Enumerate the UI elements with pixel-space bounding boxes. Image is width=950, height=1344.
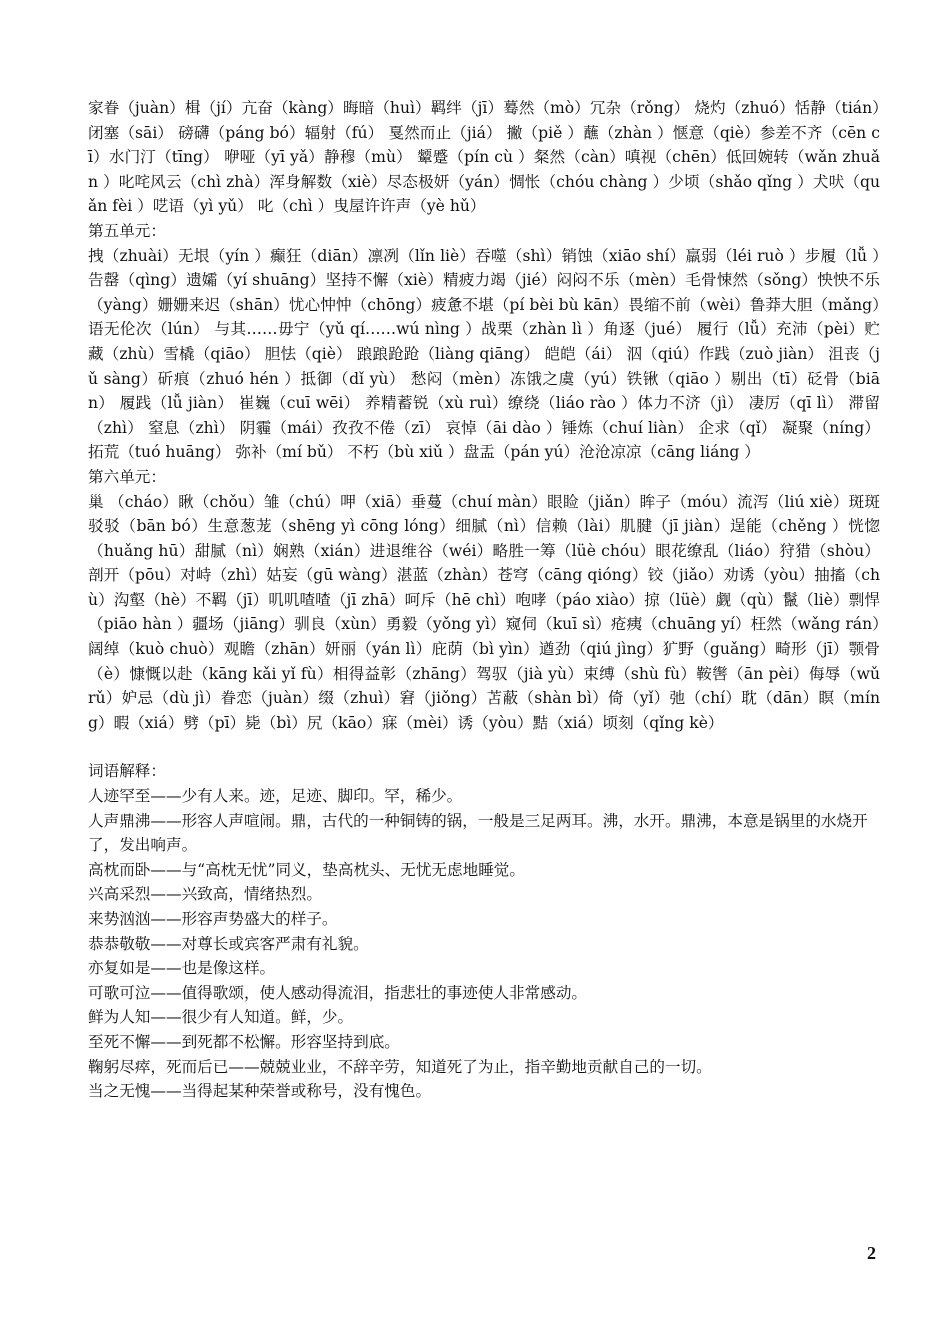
definition-item: 人迹罕至——少有人来。迹，足迹、脚印。罕，稀少。 [88, 787, 463, 806]
section-gap [88, 735, 880, 759]
definition-item: 可歌可泣——值得歌颂，使人感动得流泪，指悲壮的事迹使人非常感动。 [88, 983, 588, 1002]
definitions-heading: 词语解释： [88, 762, 166, 781]
unit4-vocabulary: 家眷（juàn）楫（jí）亢奋（kàng）晦暗（huì）羁绊（jī）蓦然（mò）冗杂（rǒng） 烧灼（zhuó）恬静（tián）闭塞（sāi） 磅礴（páng bó）辐射（fú） 戛然而止（jiá） 撇（piě ）蘸（zhàn ）惬意（qiè）参差不齐（cēn cī）水门汀（tīng） 咿哑（yī yǎ）静穆（mù） 颦蹙（pín cù ）粲然（càn）嗔视（chēn）低回婉转（wǎn zhuǎn ）叱咤风云（chì zhà）浑身解数（xiè）尽态极妍（yán）惆怅（chóu chàng ）少顷（shǎo qǐng ）犬吠（quǎn fèi ）呓语（yì yǔ） 叱（chì ）曳屋许许声（yè hǔ） [88, 99, 880, 216]
definition-item: 兴高采烈——兴致高，情绪热烈。 [88, 885, 322, 904]
definition-item: 当之无愧——当得起某种荣誉或称号，没有愧色。 [88, 1082, 432, 1101]
unit5-vocabulary: 拽（zhuài）无垠（yín ）癫狂（diān）凛冽（lǐn liè）吞噬（shì）销蚀（xiāo shí）羸弱（léi ruò ）步履（lǚ ）告罄（qìng）遗孀（yí shuāng）坚持不懈（xiè）精疲力竭（jié）闷闷不乐（mèn）毛骨悚然（sǒng）怏怏不乐（yàng）姗姗来迟（shān）忧心忡忡（chōng）疲惫不堪（pí bèi bù kān）畏缩不前（wèi）鲁莽大胆（mǎng）语无伦次（lún） 与其……毋宁（yǔ qí……wú nìng ）战栗（zhàn lì ）角逐（jué） 履行（lǚ）充沛（pèi）贮藏（zhù）雪橇（qiāo） 胆怯（qiè） 踉踉跄跄（liàng qiāng） 皑皑（ái） 泅（qiú）作践（zuò jiàn） 沮丧（jǔ sàng）斫痕（zhuó hén ）抵御（dǐ yù） 愁闷（mèn）冻饿之虞（yú）铁锹（qiāo ）剔出（tī）砭骨（biān） 履践（lǚ jiàn） 崔巍（cuī wēi） 养精蓄锐（xù ruì）缭绕（liáo rào ）体力不济（jì） 凄厉（qī lì） 滞留（zhì） 窒息（zhì） 阴霾（mái）孜孜不倦（zī） 哀悼（āi dào ）锤炼（chuí liàn） 企求（qǐ） 凝聚（níng） 拓荒（tuó huāng） 弥补（mí bǔ） 不朽（bù xiǔ ）盘盂（pán yú）沧沧凉凉（cāng liáng ） [88, 246, 880, 462]
unit6-vocabulary: 巢 （cháo）瞅（chǒu）雏（chú）呷（xiā）垂蔓（chuí màn）眼睑（jiǎn）眸子（móu）流泻（liú xiè）斑斑驳驳（bān bó）生意葱茏（shēng yì cōng lóng）细腻（nì）信赖（lài）肌腱（jī jiàn）逞能（chěng ）恍惚（huǎng hū）甜腻（nì）娴熟（xián）进退维谷（wéi）略胜一筹（lüè chóu）眼花缭乱（liáo）狩猎（shòu）剖开（pōu）对峙（zhì）姑妄（gū wàng）湛蓝（zhàn）苍穹（cāng qióng）铰（jiǎo）劝诱（yòu）抽搐（chù）沟壑（hè）不羁（jī）叽叽喳喳（jī zhā）呵斥（hē chì）咆哮（páo xiào）掠（lüè）觑（qù）鬣（liè）剽悍（piāo hàn ）疆场（jiāng）驯良（xùn）勇毅（yǒng yì）窥伺（kuī sì）疮痍（chuāng yí）枉然（wǎng rán）阔绰（kuò chuò）观瞻（zhān）妍丽（yán lì）庇荫（bì yìn）遒劲（qiú jìng）犷野（guǎng）畸形（jī）颚骨（è）慷慨以赴（kāng kǎi yǐ fù）相得益彰（zhāng）驾驭（jià yù）束缚（shù fù）鞍辔（ān pèi）侮辱（wǔ rǔ）妒忌（dù jì）眷恋（juàn）缀（zhuì）窘（jiǒng）苫蔽（shàn bì）倚（yǐ）弛（chí）耽（dān）瞑（míng）暇（xiá）劈（pī）毙（bì）尻（kāo）寐（mèi）诱（yòu）黠（xiá）顷刻（qǐng kè） [88, 492, 880, 732]
unit5-heading: 第五单元： [88, 221, 166, 240]
document-body [88, 96, 880, 1104]
unit6-heading: 第六单元： [88, 467, 166, 486]
definition-item: 鞠躬尽瘁，死而后已——兢兢业业，不辞辛劳，知道死了为止，指辛勤地贡献自己的一切。 [88, 1057, 712, 1076]
definition-item: 恭恭敬敬——对尊长或宾客严肃有礼貌。 [88, 934, 369, 953]
definition-item: 高枕而卧——与“高枕无忧”同义，垫高枕头、无忧无虑地睡觉。 [88, 860, 525, 879]
definition-item: 来势汹汹——形容声势盛大的样子。 [88, 910, 338, 928]
definition-item: 至死不懈——到死都不松懈。形容坚持到底。 [88, 1032, 400, 1051]
definition-item: 亦复如是——也是像这样。 [88, 959, 276, 978]
definitions-list [88, 784, 880, 1104]
definition-item: 鲜为人知——很少有人知道。鲜，少。 [88, 1008, 354, 1027]
page-number: 2 [867, 1243, 876, 1263]
definition-item: 人声鼎沸——形容人声喧闹。鼎，古代的一种铜铸的锅，一般是三足两耳。沸，水开。鼎沸，本意是锅里的水烧开了，发出响声。 [88, 811, 868, 855]
